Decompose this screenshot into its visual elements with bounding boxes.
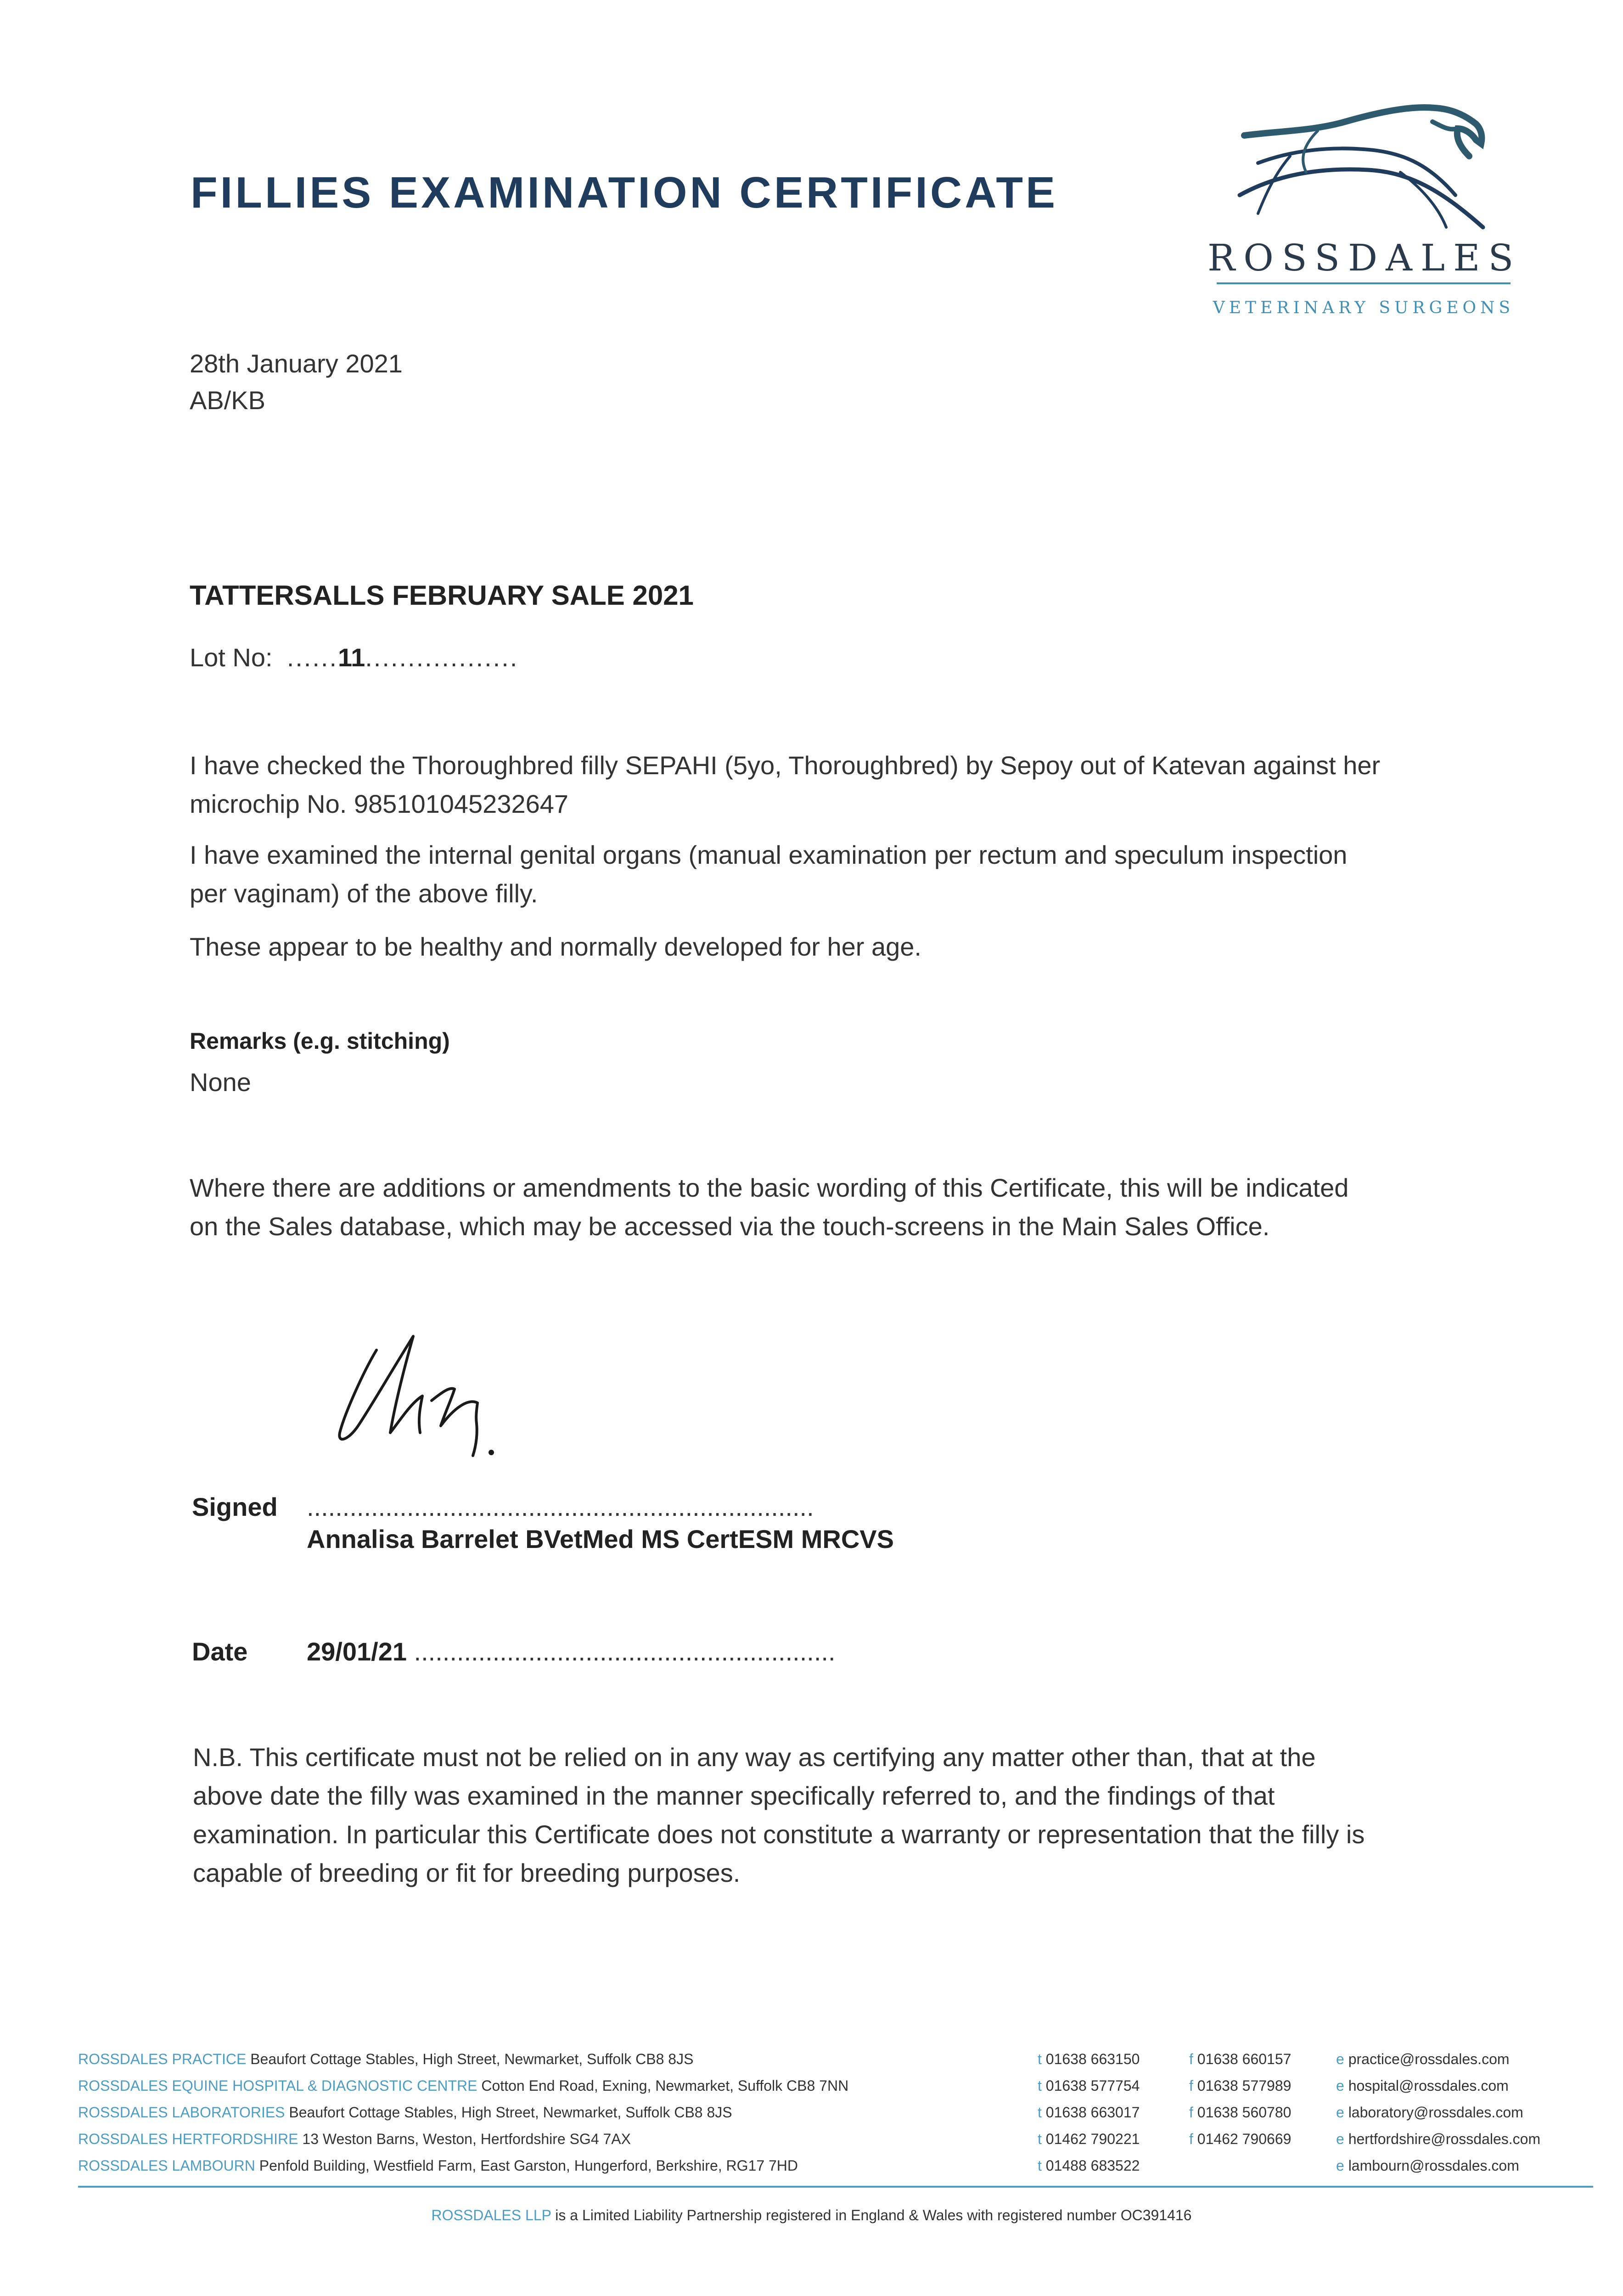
paragraph-examination bbox=[190, 836, 1347, 913]
logo-subtitle: VETERINARY SURGEONS bbox=[1213, 298, 1515, 317]
paragraph-findings: These appear to be healthy and normally developed for her age. bbox=[190, 932, 921, 961]
footer-site-name: ROSSDALES LAMBOURN bbox=[78, 2157, 255, 2174]
footer-email[interactable]: hospital@rossdales.com bbox=[1348, 2077, 1509, 2094]
footer-site-name: ROSSDALES LABORATORIES bbox=[78, 2104, 285, 2121]
paragraph-line: I have checked the Thoroughbred filly SEPAHI (5yo, Thoroughbred) by Sepoy out of Katevan against her bbox=[190, 751, 1381, 780]
footer-site-address: Penfold Building, Westfield Farm, East Garston, Hungerford, Berkshire, RG17 7HD bbox=[259, 2157, 798, 2174]
certificate-title: FILLIES EXAMINATION CERTIFICATE bbox=[191, 168, 1058, 217]
paragraph-identity bbox=[190, 746, 1380, 823]
email-prefix: e bbox=[1336, 2104, 1344, 2121]
fax-prefix: f bbox=[1189, 2131, 1193, 2147]
footer-site-address: 13 Weston Barns, Weston, Hertfordshire SG4 7AX bbox=[302, 2131, 631, 2147]
disclaimer-note bbox=[193, 1738, 1365, 1892]
logo-rule bbox=[1217, 282, 1511, 284]
lot-dots-suffix: .................. bbox=[365, 643, 519, 672]
lot-line bbox=[190, 638, 518, 677]
sale-heading: TATTERSALLS FEBRUARY SALE 2021 bbox=[190, 580, 694, 611]
email-prefix: e bbox=[1336, 2157, 1344, 2174]
email-prefix: e bbox=[1336, 2077, 1344, 2094]
lot-number: 11 bbox=[338, 643, 365, 672]
footer-email[interactable]: lambourn@rossdales.com bbox=[1348, 2157, 1519, 2174]
registration-name: ROSSDALES LLP bbox=[431, 2207, 551, 2223]
phone-prefix: t bbox=[1038, 2104, 1042, 2121]
remarks-value: None bbox=[190, 1068, 251, 1097]
footer-row bbox=[78, 2126, 1593, 2152]
fax-prefix: f bbox=[1189, 2051, 1193, 2067]
paragraph-line: per vaginam) of the above filly. bbox=[190, 879, 538, 908]
email-prefix: e bbox=[1336, 2131, 1344, 2147]
phone-prefix: t bbox=[1038, 2131, 1042, 2147]
issue-date: 28th January 2021 bbox=[190, 349, 403, 378]
footer-site-name: ROSSDALES PRACTICE bbox=[78, 2051, 247, 2067]
footer-fax: 01638 660157 bbox=[1197, 2051, 1292, 2067]
phone-prefix: t bbox=[1038, 2157, 1042, 2174]
horse-logo-icon bbox=[1226, 103, 1501, 236]
footer-fax: 01638 560780 bbox=[1197, 2104, 1292, 2121]
footer-contacts bbox=[78, 2046, 1593, 2179]
paragraph-line: microchip No. 985101045232647 bbox=[190, 789, 569, 818]
footer-site-address: Beaufort Cottage Stables, High Street, Newmarket, Suffolk CB8 8JS bbox=[289, 2104, 732, 2121]
paragraph-line: capable of breeding or fit for breeding purposes. bbox=[193, 1858, 741, 1887]
footer-row bbox=[78, 2152, 1593, 2179]
footer-email[interactable]: practice@rossdales.com bbox=[1348, 2051, 1510, 2067]
lot-label: Lot No: bbox=[190, 643, 273, 672]
phone-prefix: t bbox=[1038, 2077, 1042, 2094]
paragraph-line: N.B. This certificate must not be relied on in any way as certifying any matter other than, that at the bbox=[193, 1743, 1316, 1772]
signed-label: Signed bbox=[192, 1492, 278, 1521]
paragraph-line: above date the filly was examined in the manner specifically referred to, and the findings of that bbox=[193, 1781, 1275, 1810]
paragraph-line: examination. In particular this Certificate does not constitute a warranty or representation that the filly is bbox=[193, 1820, 1365, 1849]
registration-text: is a Limited Liability Partnership registered in England & Wales with registered number OC391416 bbox=[555, 2207, 1192, 2223]
paragraph-line: on the Sales database, which may be accessed via the touch-screens in the Main Sales Office. bbox=[190, 1212, 1270, 1241]
logo-wordmark: ROSSDALES bbox=[1207, 236, 1522, 279]
footer-phone: 01638 663150 bbox=[1045, 2051, 1140, 2067]
footer-row bbox=[78, 2099, 1593, 2126]
footer-site-name: ROSSDALES HERTFORDSHIRE bbox=[78, 2131, 298, 2147]
date-dots: ........................................................... bbox=[414, 1637, 836, 1666]
footer-phone: 01638 663017 bbox=[1045, 2104, 1140, 2121]
lot-dots-prefix: ...... bbox=[286, 643, 338, 672]
signed-dots: ....................................................................... bbox=[307, 1492, 814, 1521]
paragraph-line: I have examined the internal genital organs (manual examination per rectum and speculum inspection bbox=[190, 840, 1348, 869]
registration-line bbox=[0, 2202, 1623, 2228]
footer-row bbox=[78, 2072, 1593, 2099]
paragraph-amendments bbox=[190, 1169, 1348, 1246]
phone-prefix: t bbox=[1038, 2051, 1042, 2067]
date-label: Date bbox=[192, 1637, 248, 1666]
footer-site-address: Cotton End Road, Exning, Newmarket, Suffolk CB8 7NN bbox=[481, 2077, 849, 2094]
footer-phone: 01488 683522 bbox=[1045, 2157, 1140, 2174]
reference: AB/KB bbox=[190, 386, 265, 415]
signed-date: 29/01/21 bbox=[307, 1637, 407, 1666]
footer-email[interactable]: hertfordshire@rossdales.com bbox=[1348, 2131, 1541, 2147]
footer-phone: 01638 577754 bbox=[1045, 2077, 1140, 2094]
date-field bbox=[307, 1632, 836, 1671]
paragraph-line: Where there are additions or amendments to the basic wording of this Certificate, this will be indicated bbox=[190, 1173, 1349, 1202]
handwritten-signature bbox=[331, 1322, 551, 1469]
footer-fax: 01638 577989 bbox=[1197, 2077, 1292, 2094]
email-prefix: e bbox=[1336, 2051, 1344, 2067]
fax-prefix: f bbox=[1189, 2077, 1193, 2094]
fax-prefix: f bbox=[1189, 2104, 1193, 2121]
footer-divider bbox=[78, 2186, 1593, 2188]
footer-fax: 01462 790669 bbox=[1197, 2131, 1292, 2147]
footer-site-name: ROSSDALES EQUINE HOSPITAL & DIAGNOSTIC CENTRE bbox=[78, 2077, 477, 2094]
footer-site-address: Beaufort Cottage Stables, High Street, Newmarket, Suffolk CB8 8JS bbox=[250, 2051, 694, 2067]
footer-email[interactable]: laboratory@rossdales.com bbox=[1348, 2104, 1523, 2121]
remarks-label: Remarks (e.g. stitching) bbox=[190, 1028, 450, 1054]
footer-phone: 01462 790221 bbox=[1045, 2131, 1140, 2147]
footer-row bbox=[78, 2046, 1593, 2072]
signatory-name: Annalisa Barrelet BVetMed MS CertESM MRCVS bbox=[307, 1525, 894, 1553]
rossdales-logo bbox=[1207, 103, 1520, 324]
